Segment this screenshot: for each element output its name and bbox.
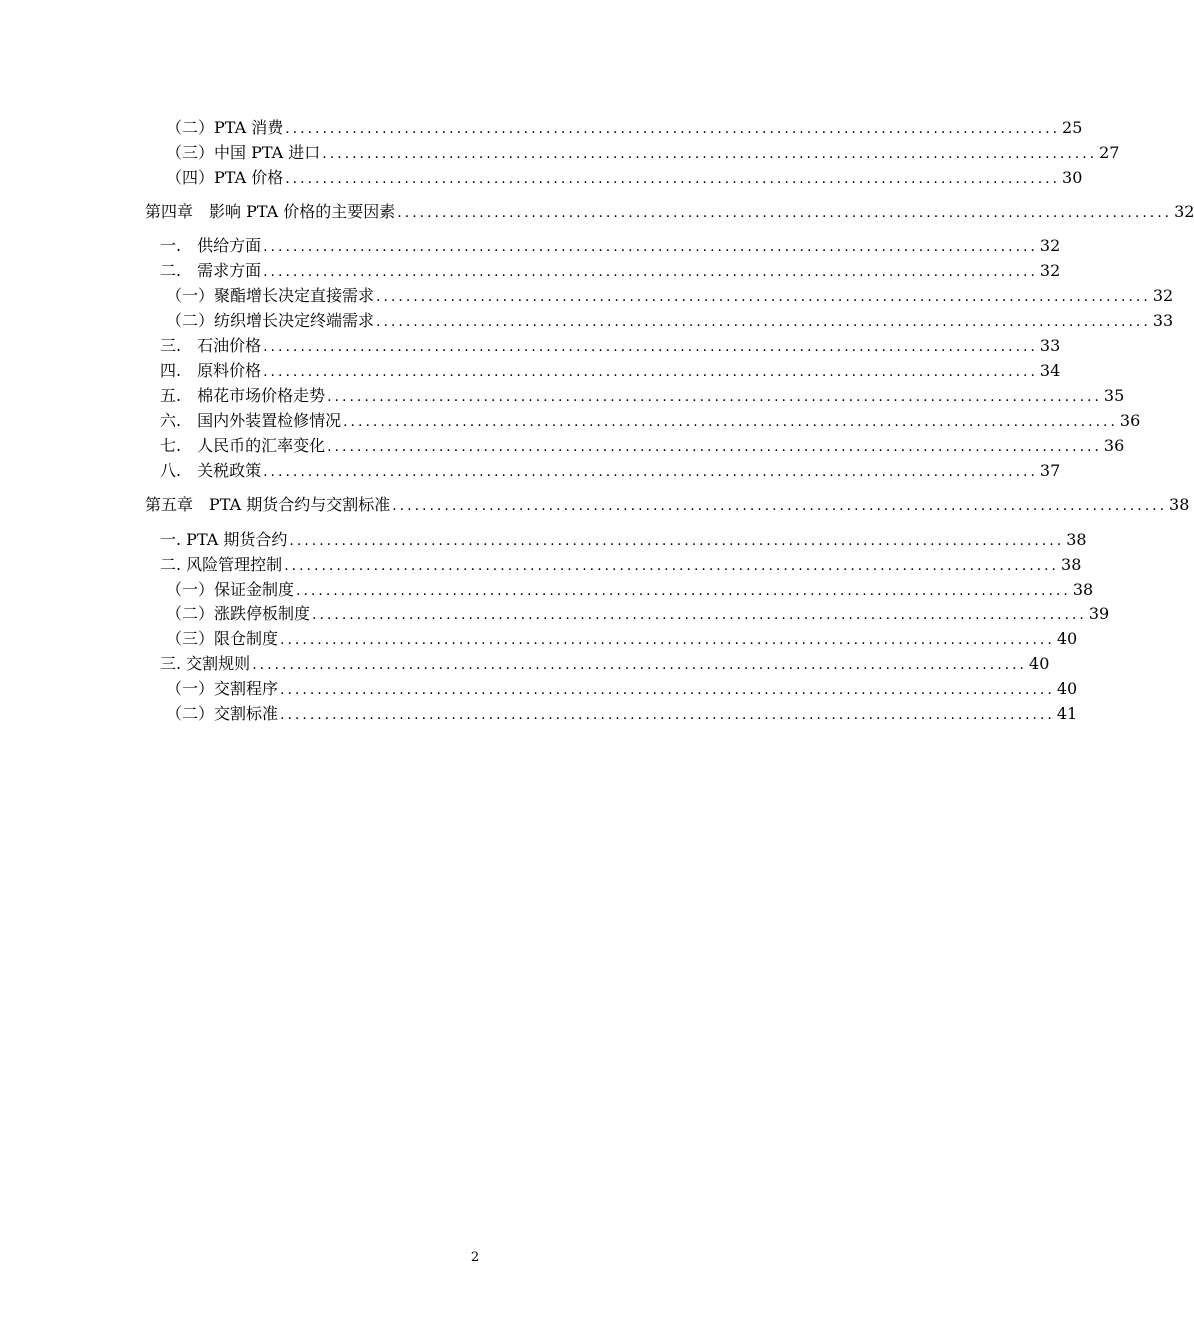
toc-entry-page: 33 [1039, 336, 1061, 355]
toc-entry-page: 37 [1039, 461, 1061, 480]
toc-chapter [145, 491, 1190, 515]
toc-entry-page: 27 [1099, 143, 1120, 162]
toc-entry [166, 600, 1110, 624]
toc-entry-label: （一）保证金制度 [166, 580, 295, 599]
toc-entry-page: 35 [1103, 386, 1125, 405]
toc-entry-page: 38 [1061, 555, 1082, 574]
toc-entry [166, 700, 1078, 724]
toc-entry-page: 30 [1062, 168, 1083, 187]
toc-entry-label: 七. 人民币的汇率变化 [160, 436, 326, 455]
toc-entry-page: 36 [1103, 436, 1125, 455]
dot-leader: ........................................................................................................ [263, 364, 1038, 380]
toc-entry [166, 139, 1120, 163]
toc-entry-label: 一. 供给方面 [160, 236, 262, 255]
toc-entry-label: 五. 棉花市场价格走势 [160, 386, 326, 405]
dot-leader: ........................................................................................................ [284, 558, 1060, 574]
dot-leader: ........................................................................................................ [280, 707, 1055, 723]
toc-entry-label: （三）中国 PTA 进口 [166, 143, 321, 162]
dot-leader: ........................................................................................................ [392, 498, 1168, 514]
toc-entry-page: 38 [1169, 495, 1190, 514]
toc-entry-label: 二. 风险管理控制 [160, 555, 283, 574]
dot-leader: ........................................................................................................ [322, 146, 1098, 162]
dot-leader: ........................................................................................................ [343, 414, 1118, 430]
dot-leader: ........................................................................................................ [397, 205, 1173, 221]
toc-entry-page: 38 [1072, 580, 1094, 599]
dot-leader: ........................................................................................................ [263, 239, 1038, 255]
dot-leader: ........................................................................................................ [296, 583, 1071, 599]
toc-entry-page: 40 [1029, 654, 1050, 673]
toc-entry [160, 407, 1141, 431]
toc-entry-label: （二）涨跌停板制度 [166, 604, 311, 623]
toc-entry [160, 232, 1061, 256]
toc-entry-label: 四. 原料价格 [160, 361, 262, 380]
dot-leader: ........................................................................................................ [280, 632, 1055, 648]
toc-entry [160, 357, 1061, 381]
toc-entry-page: 36 [1119, 411, 1141, 430]
toc-entry-label: （二）交割标准 [166, 704, 279, 723]
dot-leader: ........................................................................................................ [263, 264, 1038, 280]
toc-entry [160, 526, 1087, 550]
toc-entry-page: 41 [1056, 704, 1078, 723]
toc-entry [160, 432, 1125, 456]
toc-entry [166, 625, 1078, 649]
dot-leader: ........................................................................................................ [263, 464, 1038, 480]
toc-entry-label: 第四章 影响 PTA 价格的主要因素 [145, 202, 396, 221]
toc-entry-page: 38 [1066, 530, 1087, 549]
toc-entry-page: 40 [1056, 629, 1078, 648]
toc-chapter [145, 198, 1194, 222]
toc-entry [160, 457, 1061, 481]
toc-entry [166, 164, 1083, 188]
toc-entry-label: （二）PTA 消费 [166, 118, 284, 137]
dot-leader: ........................................................................................................ [289, 533, 1065, 549]
dot-leader: ........................................................................................................ [312, 607, 1087, 623]
toc-entry [166, 114, 1083, 138]
dot-leader: ........................................................................................................ [327, 389, 1102, 405]
toc-entry-page: 32 [1174, 202, 1194, 221]
toc-entry-label: （二）纺织增长决定终端需求 [166, 311, 375, 330]
page-number: 2 [470, 1250, 480, 1265]
toc-entry [166, 282, 1174, 306]
toc-entry [160, 257, 1061, 281]
toc-entry-page: 32 [1039, 261, 1061, 280]
toc-entry [160, 551, 1082, 575]
toc-entry-label: 三. 交割规则 [160, 654, 251, 673]
toc-entry-label: 一. PTA 期货合约 [160, 530, 288, 549]
toc-entry [166, 576, 1094, 600]
dot-leader: ........................................................................................................ [252, 657, 1028, 673]
toc-entry-label: 二. 需求方面 [160, 261, 262, 280]
toc-entry-page: 34 [1039, 361, 1061, 380]
toc-entry-label: （四）PTA 价格 [166, 168, 284, 187]
toc-entry [160, 382, 1125, 406]
toc-entry [166, 307, 1174, 331]
toc-entry-page: 40 [1056, 679, 1078, 698]
toc-entry-label: 六. 国内外装置检修情况 [160, 411, 342, 430]
toc-entry-label: 第五章 PTA 期货合约与交割标准 [145, 495, 391, 514]
toc-entry-label: （一）聚酯增长决定直接需求 [166, 286, 375, 305]
toc-entry [160, 332, 1061, 356]
toc-entry-page: 32 [1039, 236, 1061, 255]
dot-leader: ........................................................................................................ [280, 682, 1055, 698]
toc-entry-page: 33 [1152, 311, 1174, 330]
dot-leader: ........................................................................................................ [327, 439, 1102, 455]
toc-entry-label: 三. 石油价格 [160, 336, 262, 355]
toc-entry-page: 25 [1062, 118, 1083, 137]
toc-entry [160, 650, 1050, 674]
dot-leader: ........................................................................................................ [285, 121, 1061, 137]
toc-entry [166, 675, 1078, 699]
dot-leader: ........................................................................................................ [263, 339, 1038, 355]
toc-entry-label: （一）交割程序 [166, 679, 279, 698]
dot-leader: ........................................................................................................ [376, 289, 1151, 305]
toc-entry-label: 八. 关税政策 [160, 461, 262, 480]
dot-leader: ........................................................................................................ [376, 314, 1151, 330]
toc-entry-label: （三）限仓制度 [166, 629, 279, 648]
toc-entry-page: 39 [1088, 604, 1110, 623]
toc-entry-page: 32 [1152, 286, 1174, 305]
dot-leader: ........................................................................................................ [285, 171, 1061, 187]
